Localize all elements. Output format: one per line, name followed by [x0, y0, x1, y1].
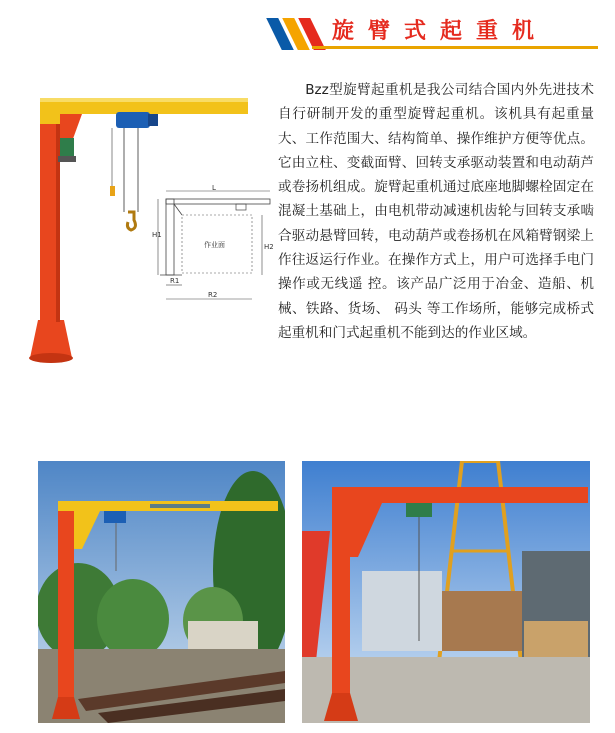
- dim-label-r1: R1: [170, 277, 180, 285]
- crane-photo-yard: [302, 461, 590, 723]
- work-area-label: 作业面: [204, 241, 225, 249]
- dim-label-l: L: [212, 185, 216, 192]
- page-title: 旋臂式起重机: [332, 18, 549, 44]
- product-description: Bzz型旋臂起重机是我公司结合国内外先进技术自行研制开发的重型旋臂起重机。该机具有起重量大、工作范围大、结构简单、操作维护方便等优点。它由立柱、变截面臂、回转支承驱动装置和电动葫芦或卷扬机组成。旋臂起重机通过底座地脚螺栓固定在混凝土基础上，由电机带动减速机齿轮与回转支承啮合驱动悬臂回转，电动葫芦或卷扬机在风箱臂钢梁上作往返运行作业。在操作方式上，用户可选择手电门操作或无线遥 控。该产品广泛用于冶金、造船、机械、铁路、货场、 码头 等工作场所，能够完成桥式起重机和门式起重机不能到达的作业区域。: [278, 82, 594, 341]
- title-underline: [312, 46, 598, 49]
- dim-label-r2: R2: [208, 291, 218, 299]
- dim-label-h2: H2: [264, 243, 274, 251]
- photo-arm-right: [332, 487, 588, 503]
- dim-label-h1: H1: [152, 231, 162, 239]
- photo-column-right: [332, 491, 350, 713]
- photo-column: [58, 501, 74, 713]
- crane-base-plate: [29, 353, 73, 363]
- crane-base: [30, 320, 72, 358]
- page-header: [268, 14, 598, 54]
- dimension-diagram: [152, 185, 280, 309]
- drive-motor: [60, 138, 74, 158]
- hook-icon: [127, 212, 135, 230]
- crane-photo-outdoor: [38, 461, 285, 723]
- electric-hoist: [116, 112, 150, 128]
- pendant-control: [110, 186, 115, 196]
